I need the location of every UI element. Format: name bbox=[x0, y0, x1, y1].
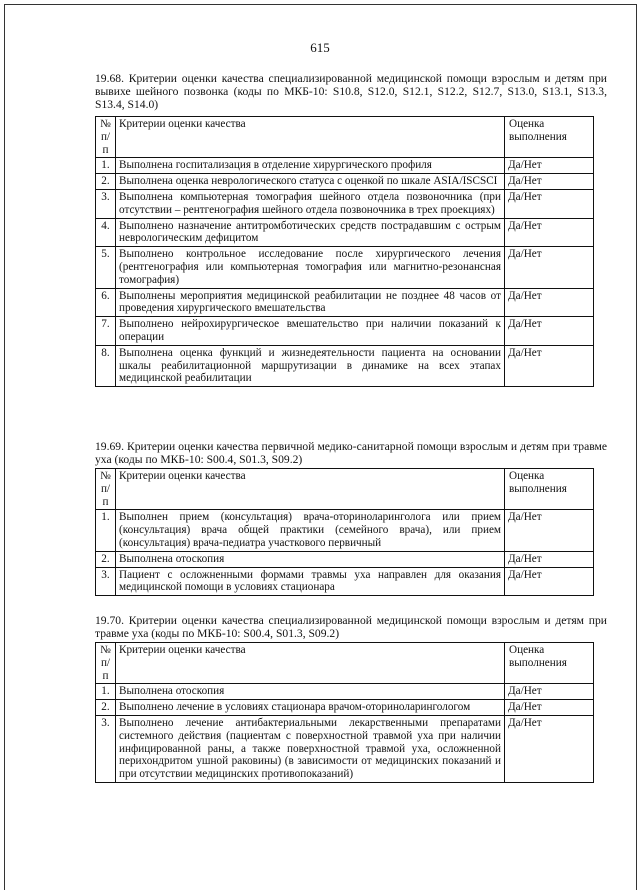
row-num: 5. bbox=[96, 247, 116, 288]
row-score: Да/Нет bbox=[505, 317, 594, 346]
table-row bbox=[96, 174, 594, 190]
section-title-19-68: 19.68. Критерии оценки качества специализированной медицинской помощи взрослым и детям при вывихе шейного позвонка (коды по МКБ-10: S10.8, S12.0, S12.1, S12.2, S12.7, S13.0, S13.1, S13.3, S13.4, S14.0) bbox=[95, 72, 607, 111]
row-criterion: Выполнена отоскопия bbox=[116, 551, 505, 567]
table-row bbox=[96, 345, 594, 386]
row-criterion: Выполнено назначение антитромботических средств пострадавшим с острым неврологическим дефицитом bbox=[116, 218, 505, 247]
page-number: 615 bbox=[310, 40, 330, 55]
table-row bbox=[96, 288, 594, 317]
row-criterion: Выполнена компьютерная томография шейного отдела позвоночника (при отсутствии – рентгенография шейного отдела позвоночника в трех проекциях) bbox=[116, 189, 505, 218]
header-num: № п/п bbox=[96, 469, 116, 510]
header-criteria: Критерии оценки качества bbox=[116, 469, 505, 510]
row-score: Да/Нет bbox=[505, 158, 594, 174]
row-num: 8. bbox=[96, 345, 116, 386]
section-title-19-69: 19.69. Критерии оценки качества первичной медико-санитарной помощи взрослым и детям при травме уха (коды по МКБ-10: S00.4, S01.3, S09.2) bbox=[95, 440, 607, 466]
row-num: 1. bbox=[96, 684, 116, 700]
header-criteria: Критерии оценки качества bbox=[116, 643, 505, 684]
scan-border-top bbox=[4, 4, 636, 5]
header-criteria: Критерии оценки качества bbox=[116, 117, 505, 158]
row-criterion: Пациент с осложненными формами травмы уха направлен для оказания медицинской помощи в условиях стационара bbox=[116, 567, 505, 596]
row-num: 2. bbox=[96, 700, 116, 716]
row-num: 1. bbox=[96, 510, 116, 551]
row-criterion: Выполнены мероприятия медицинской реабилитации не позднее 48 часов от проведения хирургического вмешательства bbox=[116, 288, 505, 317]
table-header-row bbox=[96, 469, 594, 510]
row-criterion: Выполнено лечение антибактериальными лекарственными препаратами системного действия (пациентам с поверхностной травмой уха при наличии инфицированной раны, а также поверхностной травмой уха, осложненной перихондритом ушной раковины) (в зависимости от медицинских показаний и при отсутствии медицинских противопоказаний) bbox=[116, 715, 505, 782]
row-criterion: Выполнено нейрохирургическое вмешательство при наличии показаний к операции bbox=[116, 317, 505, 346]
row-score: Да/Нет bbox=[505, 174, 594, 190]
table-row bbox=[96, 684, 594, 700]
header-num: № п/п bbox=[96, 643, 116, 684]
header-score: Оценка выполнения bbox=[505, 643, 594, 684]
row-score: Да/Нет bbox=[505, 715, 594, 782]
table-row bbox=[96, 158, 594, 174]
header-num: № п/п bbox=[96, 117, 116, 158]
header-score: Оценка выполнения bbox=[505, 117, 594, 158]
row-criterion: Выполнен прием (консультация) врача-оториноларинголога или прием (консультация) врача общей практики (семейного врача), или прием (консультация) врача-педиатра участкового первичный bbox=[116, 510, 505, 551]
criteria-table-19-70 bbox=[95, 642, 594, 783]
row-num: 2. bbox=[96, 174, 116, 190]
table-row bbox=[96, 700, 594, 716]
row-score: Да/Нет bbox=[505, 288, 594, 317]
row-criterion: Выполнена госпитализация в отделение хирургического профиля bbox=[116, 158, 505, 174]
table-header-row bbox=[96, 117, 594, 158]
row-criterion: Выполнено лечение в условиях стационара врачом-оториноларингологом bbox=[116, 700, 505, 716]
row-score: Да/Нет bbox=[505, 218, 594, 247]
row-score: Да/Нет bbox=[505, 684, 594, 700]
row-num: 3. bbox=[96, 189, 116, 218]
row-criterion: Выполнена оценка функций и жизнедеятельности пациента на основании шкалы реабилитационной маршрутизации в динамике на всех этапах медицинской реабилитации bbox=[116, 345, 505, 386]
table-row bbox=[96, 510, 594, 551]
row-criterion: Выполнена отоскопия bbox=[116, 684, 505, 700]
row-score: Да/Нет bbox=[505, 247, 594, 288]
table-row bbox=[96, 247, 594, 288]
row-num: 3. bbox=[96, 567, 116, 596]
table-row bbox=[96, 567, 594, 596]
row-criterion: Выполнена оценка неврологического статуса с оценкой по шкале ASIA/ISCSCI bbox=[116, 174, 505, 190]
scan-border-left bbox=[4, 4, 5, 890]
row-score: Да/Нет bbox=[505, 189, 594, 218]
row-score: Да/Нет bbox=[505, 700, 594, 716]
row-num: 6. bbox=[96, 288, 116, 317]
row-score: Да/Нет bbox=[505, 345, 594, 386]
row-criterion: Выполнено контрольное исследование после хирургического лечения (рентгенография или компьютерная томография или магнитно-резонансная томография) bbox=[116, 247, 505, 288]
section-title-19-70: 19.70. Критерии оценки качества специализированной медицинской помощи взрослым и детям при травме уха (коды по МКБ-10: S00.4, S01.3, S09.2) bbox=[95, 614, 607, 640]
table-row bbox=[96, 551, 594, 567]
row-num: 2. bbox=[96, 551, 116, 567]
row-num: 3. bbox=[96, 715, 116, 782]
table-row bbox=[96, 218, 594, 247]
row-score: Да/Нет bbox=[505, 510, 594, 551]
criteria-table-19-69 bbox=[95, 468, 594, 596]
table-header-row bbox=[96, 643, 594, 684]
scan-border-right bbox=[636, 4, 637, 890]
row-score: Да/Нет bbox=[505, 567, 594, 596]
header-score: Оценка выполнения bbox=[505, 469, 594, 510]
table-row bbox=[96, 317, 594, 346]
row-num: 4. bbox=[96, 218, 116, 247]
row-num: 1. bbox=[96, 158, 116, 174]
table-row bbox=[96, 189, 594, 218]
table-row bbox=[96, 715, 594, 782]
row-num: 7. bbox=[96, 317, 116, 346]
row-score: Да/Нет bbox=[505, 551, 594, 567]
criteria-table-19-68 bbox=[95, 116, 594, 387]
